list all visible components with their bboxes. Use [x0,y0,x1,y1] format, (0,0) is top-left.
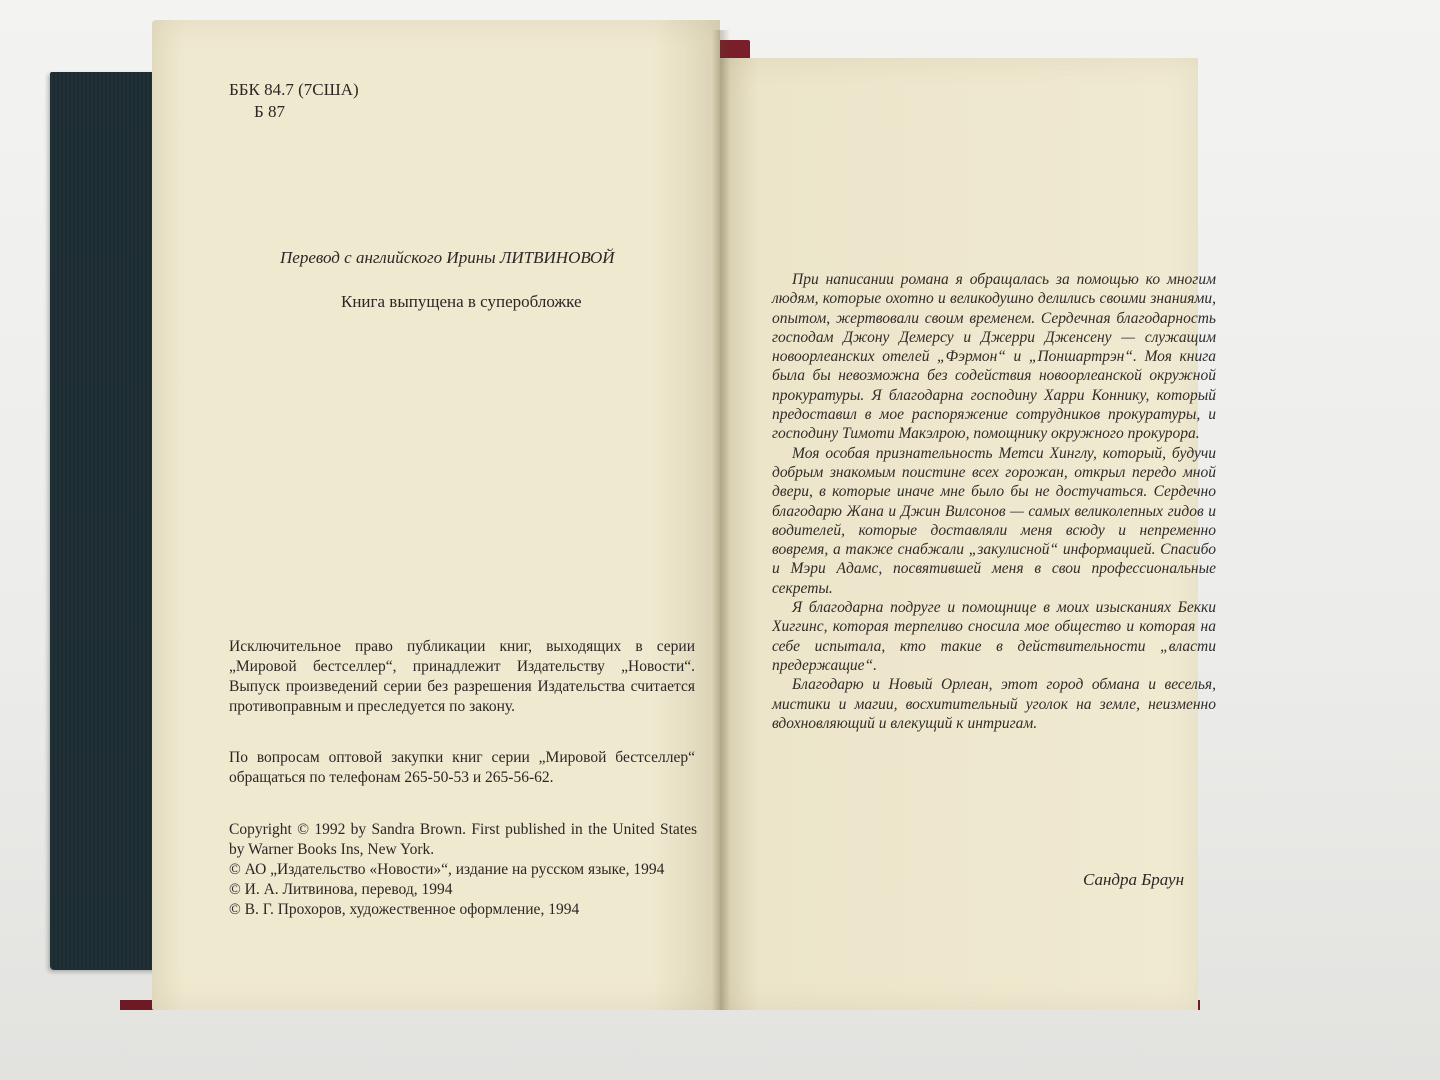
bbk-index: ББК 84.7 (7США) [229,80,359,99]
copyright-line: © АО „Издательство «Новости»“, издание на русском языке, 1994 [229,861,665,878]
publication-rights-notice: Исключительное право публикации книг, выходящих в серии „Мировой бестселлер“, принадлежит Издательству „Новости“. Выпуск произведений серии без разрешения Издательства считается противоправным и преследуется по закону. [229,638,695,715]
copyright-line: Copyright © 1992 by Sandra Brown. First published in the United States by Warner Books Ins, New York. [229,821,697,858]
book-gutter [712,30,730,1010]
author-signature: Сандра Браун [1083,870,1185,889]
copyright-block [229,820,697,920]
copyright-line: © И. А. Литвинова, перевод, 1994 [229,881,453,898]
wholesale-contact-notice: По вопросам оптовой закупки книг серии „Мировой бестселлер“ обращаться по телефонам 265-50-53 и 265-56-62. [229,749,695,786]
dust-jacket-note: Книга выпущена в суперобложке [341,292,582,311]
bbk-author-code: Б 87 [254,102,286,121]
acknowledgements [772,270,1216,733]
translator-credit: Перевод с английского Ирины ЛИТВИНОВОЙ [280,248,615,267]
copyright-line: © В. Г. Прохоров, художественное оформление, 1994 [229,901,580,918]
acknowledgement-paragraph: Благодарю и Новый Орлеан, этот город обмана и веселья, мистики и магии, восхитительный уголок на земле, неизменно вдохновляющий и влекущий к интригам. [772,676,1216,732]
acknowledgement-paragraph: При написании романа я обращалась за помощью ко многим людям, которые охотно и великодушно делились своими знаниями, опытом, жертвовали своим временем. Сердечная благодарность господам Джону Демерсу и Джерри Дженсену — служащим новоорлеанских отелей „Фэрмон“ и „Поншартрэн“. Моя книга была бы невозможна без содействия новоорлеанской окружной прокуратуры. Я благодарна господину Харри Конникy, который предоставил в мое распоряжение сотрудников прокуратуры, и господину Тимоти Макэлрою, помощнику окружного прокурора. [772,271,1216,443]
acknowledgement-paragraph: Моя особая признательность Метси Хинглу, который, будучи добрым знакомым поистине всех горожан, открыл передо мной двери, в которые иначе мне было бы не достучаться. Сердечно благодарю Жана и Джин Вилсонов — самых великолепных гидов и водителей, которые доставляли меня всюду и непременно вовремя, а также снабжали „закулисной“ информацией. Спасибо и Мэри Адамс, посвятившей меня в свои профессиональные секреты. [772,444,1216,597]
acknowledgement-paragraph: Я благодарна подруге и помощнице в моих изысканиях Бекки Хиггинс, которая терпеливо сносила мое общество и которая на себе испытала, кто такие в действительности „власти предержащие“. [772,599,1216,674]
